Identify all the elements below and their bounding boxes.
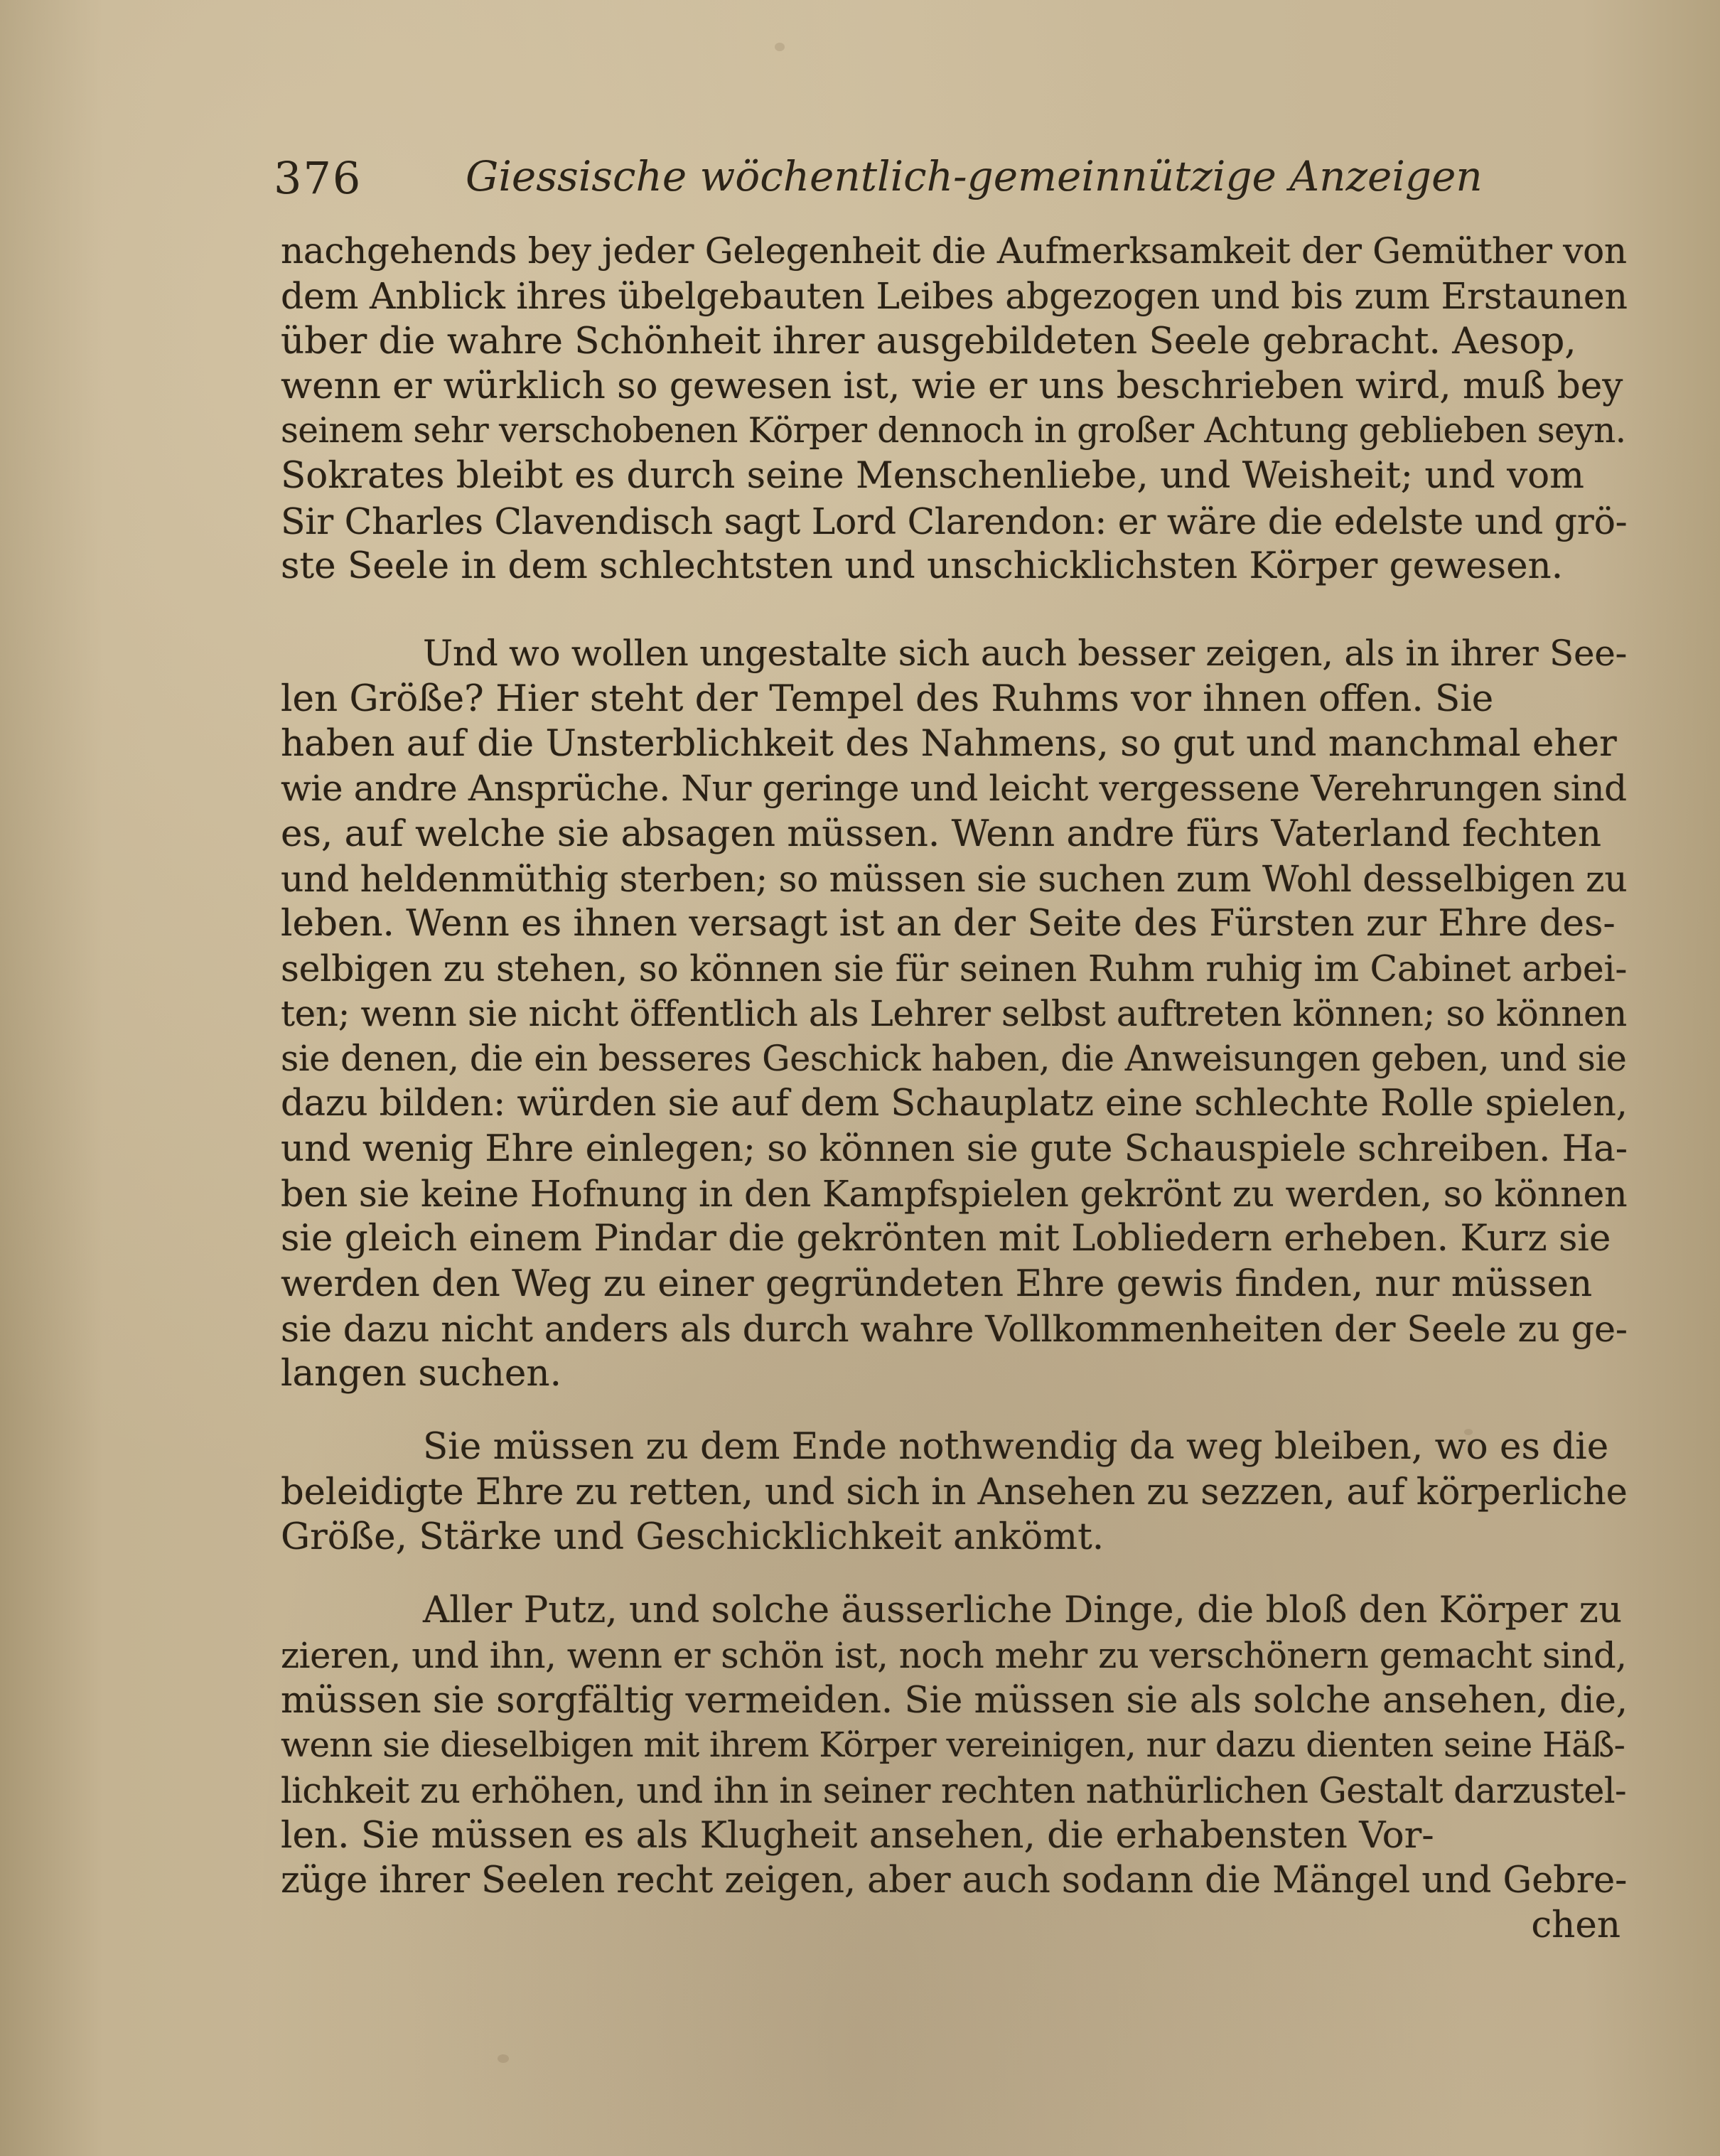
text-line: und heldenmüthig sterben; so müssen sie suchen zum Wohl desselbigen zu bbox=[281, 857, 1628, 900]
running-head bbox=[274, 142, 1483, 213]
paragraph-1 bbox=[281, 229, 1628, 589]
text-line: ben sie keine Hofnung in den Kampfspielen gekrönt zu werden, so können bbox=[281, 1172, 1628, 1215]
text-line: nachgehends bey jeder Gelegenheit die Aufmerksamkeit der Gemüther von bbox=[281, 230, 1627, 272]
text-line: selbigen zu stehen, so können sie für seinen Ruhm ruhig im Cabinet arbei- bbox=[281, 948, 1628, 990]
text-line: es, auf welche sie absagen müssen. Wenn andre fürs Vaterland fechten bbox=[281, 812, 1602, 855]
paper-stain bbox=[498, 2054, 509, 2063]
text-line: dazu bilden: würden sie auf dem Schauplatz eine schlechte Rolle spielen, bbox=[281, 1083, 1628, 1125]
text-line: len. Sie müssen es als Klugheit ansehen, die erhabensten Vor- bbox=[281, 1813, 1434, 1857]
text-line: über die wahre Schönheit ihrer ausgebildeten Seele gebracht. Aesop, bbox=[281, 319, 1576, 363]
text-line: haben auf die Unsterblichkeit des Nahmens, so gut und manchmal eher bbox=[281, 722, 1617, 765]
text-line: lichkeit zu erhöhen, und ihn in seiner rechten nathürlichen Gestalt darzustel- bbox=[281, 1769, 1627, 1811]
text-line: leben. Wenn es ihnen versagt ist an der Seite des Fürsten zur Ehre des- bbox=[281, 902, 1616, 945]
text-line: Sir Charles Clavendisch sagt Lord Clarendon: er wäre die edelste und grö- bbox=[281, 500, 1628, 542]
paragraph-gap bbox=[281, 1396, 1628, 1425]
catchword: chen bbox=[1531, 1904, 1620, 1947]
text-line: langen suchen. bbox=[281, 1352, 561, 1395]
paragraph-gap bbox=[281, 589, 1628, 631]
page-number: 376 bbox=[274, 152, 362, 204]
text-line: Und wo wollen ungestalte sich auch besser zeigen, als in ihrer See- bbox=[423, 633, 1628, 675]
text-line: ten; wenn sie nicht öffentlich als Lehrer selbst auftreten können; so können bbox=[281, 992, 1627, 1034]
text-line: sie dazu nicht anders als durch wahre Vollkommenheiten der Seele zu ge- bbox=[281, 1307, 1628, 1350]
body-text bbox=[281, 229, 1628, 1948]
paragraph-2 bbox=[281, 631, 1628, 1396]
paragraph-gap bbox=[281, 1560, 1628, 1588]
text-line: wenn er würklich so gewesen ist, wie er uns beschrieben wird, muß bey bbox=[281, 364, 1623, 407]
text-line: werden den Weg zu einer gegründeten Ehre gewis finden, nur müssen bbox=[281, 1262, 1593, 1305]
text-line: zieren, und ihn, wenn er schön ist, noch mehr zu verschönern gemacht sind, bbox=[281, 1634, 1627, 1676]
journal-title: Giessische wöchentlich-gemeinnützige Anzeigen bbox=[466, 152, 1483, 200]
text-line: und wenig Ehre einlegen; so können sie gute Schauspiele schreiben. Ha- bbox=[281, 1127, 1628, 1170]
text-line: züge ihrer Seelen recht zeigen, aber auch sodann die Mängel und Gebre- bbox=[281, 1860, 1628, 1902]
paragraph-4 bbox=[281, 1588, 1628, 1903]
text-line: wenn sie dieselbigen mit ihrem Körper vereinigen, nur dazu dienten seine Häß- bbox=[281, 1725, 1625, 1766]
text-line: wie andre Ansprüche. Nur geringe und leicht vergessene Verehrungen sind bbox=[281, 768, 1627, 810]
text-line: müssen sie sorgfältig vermeiden. Sie müssen sie als solche ansehen, die, bbox=[281, 1678, 1628, 1722]
text-line: len Größe? Hier steht der Tempel des Ruhms vor ihnen offen. Sie bbox=[281, 677, 1494, 720]
text-line: Sie müssen zu dem Ende nothwendig da weg bleiben, wo es die bbox=[423, 1425, 1609, 1469]
text-line: Größe, Stärke und Geschicklichkeit ankömt. bbox=[281, 1516, 1104, 1559]
text-line: seinem sehr verschobenen Körper dennoch in großer Achtung geblieben seyn. bbox=[281, 411, 1626, 451]
text-line: sie gleich einem Pindar die gekrönten mit Lobliedern erheben. Kurz sie bbox=[281, 1217, 1611, 1260]
text-line: Aller Putz, und solche äusserliche Dinge, die bloß den Körper zu bbox=[423, 1589, 1623, 1632]
text-line: Sokrates bleibt es durch seine Menschenliebe, und Weisheit; und vom bbox=[281, 454, 1585, 498]
text-line: dem Anblick ihres übelgebauten Leibes abgezogen und bis zum Erstaunen bbox=[281, 275, 1628, 318]
text-line: ste Seele in dem schlechtsten und unschicklichsten Körper gewesen. bbox=[281, 545, 1564, 588]
text-line: beleidigte Ehre zu retten, und sich in Ansehen zu sezzen, auf körperliche bbox=[281, 1471, 1628, 1513]
paper-stain bbox=[775, 43, 785, 51]
text-line: sie denen, die ein besseres Geschick haben, die Anweisungen geben, und sie bbox=[281, 1038, 1627, 1080]
paragraph-3 bbox=[281, 1425, 1628, 1560]
